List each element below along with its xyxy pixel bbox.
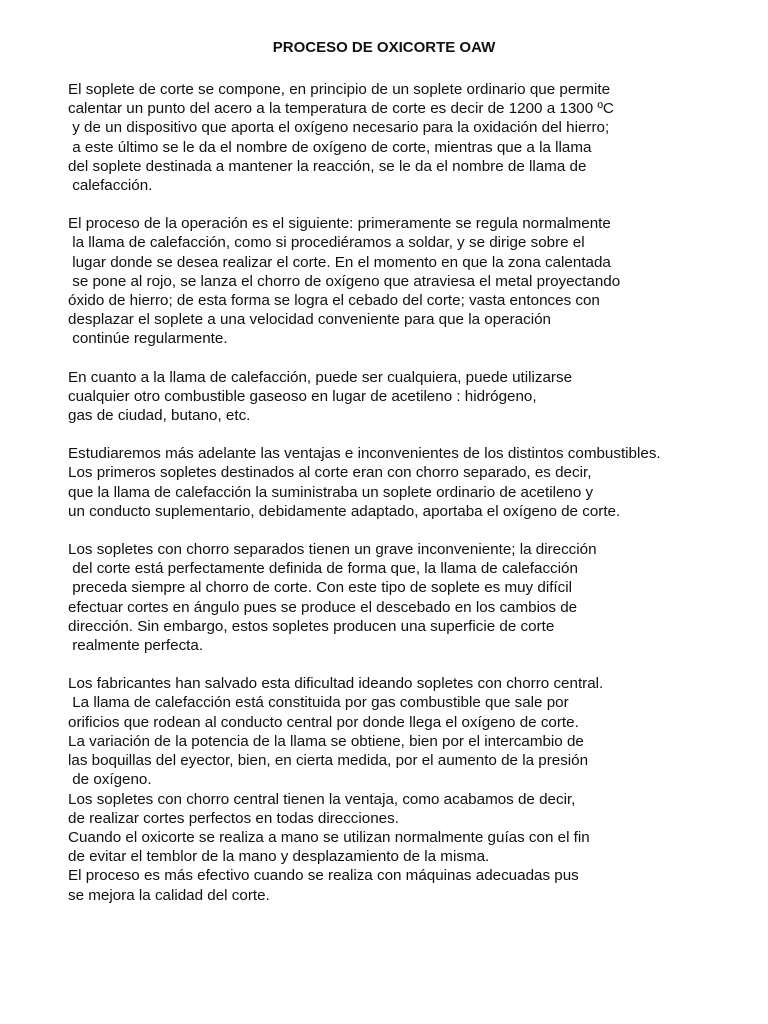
text-line: cualquier otro combustible gaseoso en lugar de acetileno : hidrógeno, <box>68 387 537 405</box>
text-line: se mejora la calidad del corte. <box>68 886 270 904</box>
paragraph-6 <box>68 674 763 904</box>
text-line: orificios que rodean al conducto central por donde llega el oxígeno de corte. <box>68 713 579 731</box>
paragraph-3 <box>68 368 763 426</box>
text-line: a este último se le da el nombre de oxígeno de corte, mientras que a la llama <box>68 138 592 156</box>
document-body <box>68 80 763 924</box>
text-line: se pone al rojo, se lanza el chorro de oxígeno que atraviesa el metal proyectando <box>68 272 621 290</box>
text-line: La llama de calefacción está constituida por gas combustible que sale por <box>68 694 569 712</box>
text-line: del soplete destinada a mantener la reacción, se le da el nombre de llama de <box>68 157 587 175</box>
text-line: de realizar cortes perfectos en todas direcciones. <box>68 809 399 827</box>
paragraph-5 <box>68 540 763 655</box>
text-line: En cuanto a la llama de calefacción, puede ser cualquiera, puede utilizarse <box>68 368 573 386</box>
text-line: realmente perfecta. <box>68 637 204 655</box>
text-line: óxido de hierro; de esta forma se logra el cebado del corte; vasta entonces con <box>68 292 600 310</box>
text-line: Los sopletes con chorro central tienen la ventaja, como acabamos de decir, <box>68 790 576 808</box>
text-line: gas de ciudad, butano, etc. <box>68 407 251 425</box>
text-line: El soplete de corte se compone, en principio de un soplete ordinario que permite <box>68 81 611 98</box>
text-line: un conducto suplementario, debidamente adaptado, aportaba el oxígeno de corte. <box>68 502 621 520</box>
text-line: Los primeros sopletes destinados al corte eran con chorro separado, es decir, <box>68 464 592 482</box>
text-line: Los sopletes con chorro separados tienen un grave inconveniente; la dirección <box>68 541 597 559</box>
text-line: la llama de calefacción, como si procediéramos a soldar, y se dirige sobre el <box>68 234 585 252</box>
text-line: del corte está perfectamente definida de forma que, la llama de calefacción <box>68 560 578 578</box>
text-line: El proceso es más efectivo cuando se realiza con máquinas adecuadas pus <box>68 867 579 885</box>
text-line: Los fabricantes han salvado esta dificultad ideando sopletes con chorro central. <box>68 675 604 693</box>
text-line: de evitar el temblor de la mano y desplazamiento de la misma. <box>68 848 490 866</box>
text-line: continúe regularmente. <box>68 330 228 348</box>
text-line: La variación de la potencia de la llama se obtiene, bien por el intercambio de <box>68 732 584 750</box>
text-line: preceda siempre al chorro de corte. Con este tipo de soplete es muy difícil <box>68 579 572 597</box>
text-line: que la llama de calefacción la suministraba un soplete ordinario de acetileno y <box>68 483 594 501</box>
text-line: El proceso de la operación es el siguiente: primeramente se regula normalmente <box>68 215 611 233</box>
paragraph-4 <box>68 444 763 521</box>
paragraph-1 <box>68 80 763 195</box>
text-line: las boquillas del eyector, bien, en cierta medida, por el aumento de la presión <box>68 752 589 770</box>
text-line: desplazar el soplete a una velocidad conveniente para que la operación <box>68 311 551 329</box>
text-line: y de un dispositivo que aporta el oxígeno necesario para la oxidación del hierro; <box>68 119 610 137</box>
text-line: lugar donde se desea realizar el corte. En el momento en que la zona calentada <box>68 253 611 271</box>
document-title: PROCESO DE OXICORTE OAW <box>272 39 496 56</box>
text-line: dirección. Sin embargo, estos sopletes producen una superficie de corte <box>68 617 555 635</box>
text-line: Cuando el oxicorte se realiza a mano se utilizan normalmente guías con el fin <box>68 828 590 846</box>
paragraph-2 <box>68 214 763 348</box>
text-line: calefacción. <box>68 177 153 195</box>
text-line: Estudiaremos más adelante las ventajas e inconvenientes de los distintos combustibles. <box>68 445 661 463</box>
text-line: efectuar cortes en ángulo pues se produce el descebado en los cambios de <box>68 598 578 616</box>
text-line: calentar un punto del acero a la temperatura de corte es decir de 1200 a 1300 ºC <box>68 100 614 118</box>
text-line: de oxígeno. <box>68 771 152 789</box>
